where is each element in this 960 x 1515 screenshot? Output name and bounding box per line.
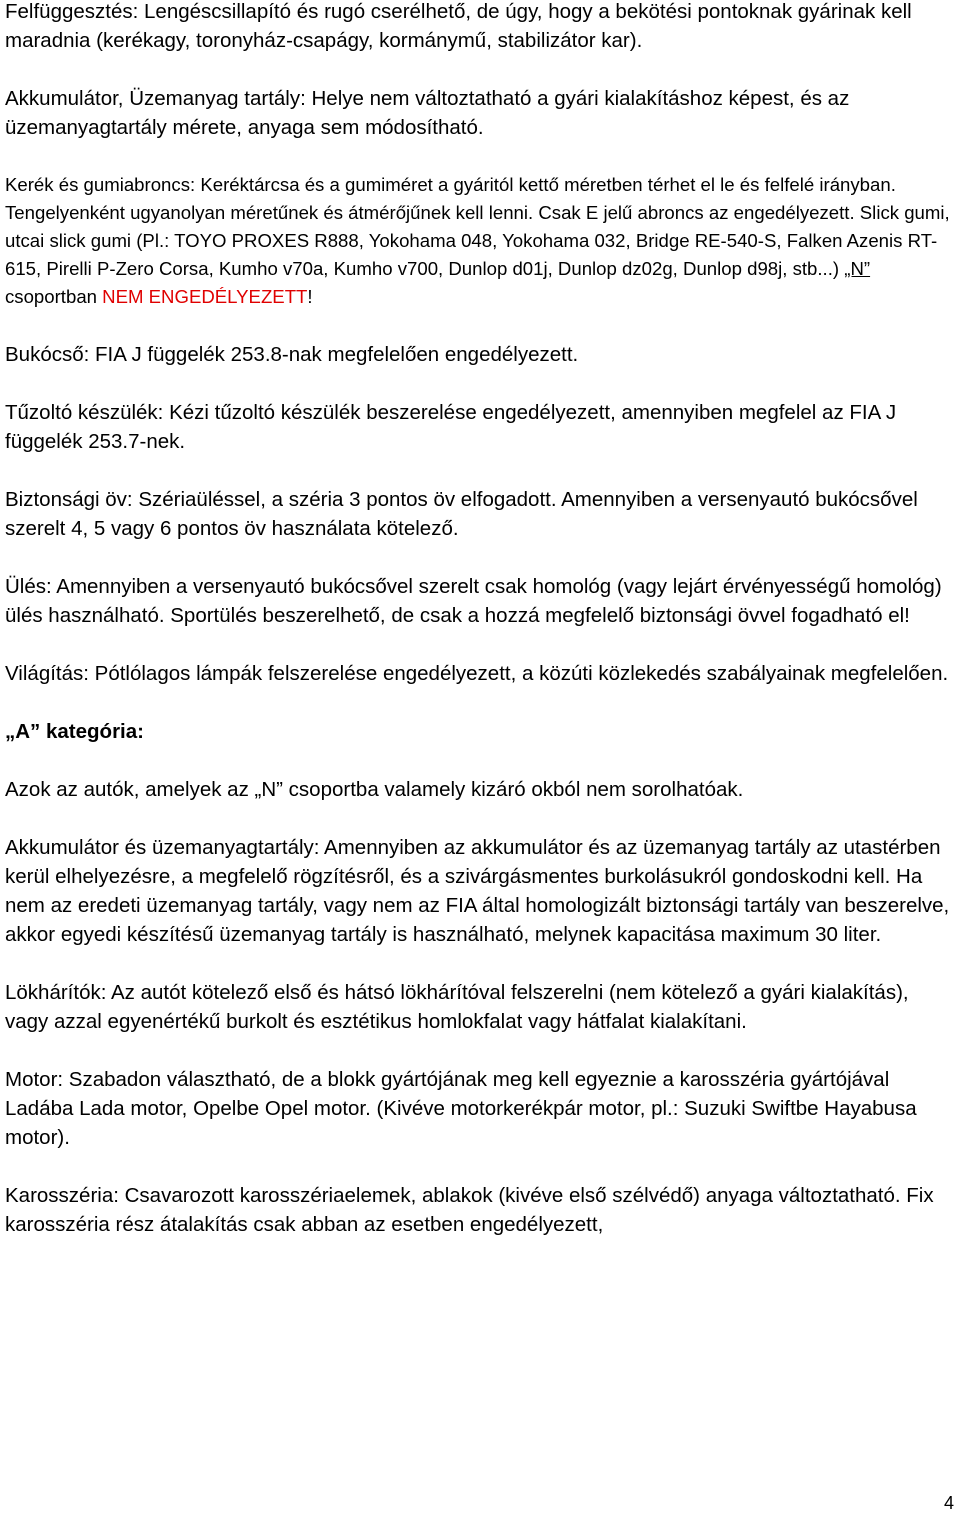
paragraph-seat-belt: Biztonsági öv: Szériaüléssel, a széria 3 pontos öv elfogadott. Amennyiben a versenyautó bukócsővel szerelt 4, 5 vagy 6 pontos öv használata kötelező. xyxy=(5,488,918,540)
paragraph-roll-cage: Bukócső: FIA J függelék 253.8-nak megfelelően engedélyezett. xyxy=(5,343,579,366)
paragraph-battery-fuel-a: Akkumulátor és üzemanyagtartály: Amennyiben az akkumulátor és az üzemanyag tartály az utastérben kerül elhelyezésre, a megfelelő rögzítésről, és a szivárgásmentes burkolásukról gondoskodni kell. Ha nem az eredeti üzemanyag tartály, vagy nem az FIA által homologizált biztonsági tartály van beszerelve, akkor egyedi készítésű üzemanyag tartály is használható, melynek kapacitása maximum 30 liter. xyxy=(5,836,950,946)
wheels-tires-text: Kerék és gumiabroncs: Keréktárcsa és a gumiméret a gyáritól kettő méretben térhet el le és felfelé irányban. Tengelyenként ugyanolyan méretűnek és átmérőjűnek kell lenni. Csak E jelű abroncs az engedélyezett. Slick gumi, utcai slick gumi (Pl.: TOYO PROXES R888, Yokohama 048, Yokohama 032, Bridge RE-540-S, Falken Azenis RT-615, Pirelli P-Zero Corsa, Kumho v70a, Kumho v700, Dunlop d01j, Dunlop dz02g, Dunlop d98j, stb...) xyxy=(5,174,950,279)
paragraph-suspension: Felfüggesztés: Lengéscsillapító és rugó cserélhető, de úgy, hogy a bekötési pontoknak gyárinak kell maradnia (kerékagy, toronyház-csapágy, kormánymű, stabilizátor kar). xyxy=(5,0,912,52)
paragraph-body: Karosszéria: Csavarozott karosszériaelemek, ablakok (kivéve első szélvédő) anyaga változtatható. Fix karosszéria rész átalakítás csak abban az esetben engedélyezett, xyxy=(5,1184,934,1236)
paragraph-engine: Motor: Szabadon választható, de a blokk gyártójának meg kell egyeznie a karosszéria gyártójával Ladába Lada motor, Opelbe Opel motor. (Kivéve motorkerékpár motor, pl.: Suzuki Swiftbe Hayabusa motor). xyxy=(5,1068,917,1149)
paragraph-battery-fuel-tank: Akkumulátor, Üzemanyag tartály: Helye nem változtatható a gyári kialakításhoz képest, és az üzemanyagtartály mérete, anyaga sem módosítható. xyxy=(5,87,850,139)
paragraph-lighting: Világítás: Pótlólagos lámpák felszerelése engedélyezett, a közúti közlekedés szabályainak megfelelően. xyxy=(5,662,949,685)
heading-a-category: „A” kategória: xyxy=(5,720,144,743)
warning-exclamation: ! xyxy=(307,286,313,307)
paragraph-wheels-tires xyxy=(5,171,954,311)
paragraph-a-category-definition: Azok az autók, amelyek az „N” csoportba valamely kizáró okból nem sorolhatóak. xyxy=(5,778,744,801)
paragraph-fire-extinguisher: Tűzoltó készülék: Kézi tűzoltó készülék beszerelése engedélyezett, amennyiben megfelel az FIA J függelék 253.7-nek. xyxy=(5,401,897,453)
not-allowed-warning: NEM ENGEDÉLYEZETT xyxy=(102,286,308,307)
paragraph-seat: Ülés: Amennyiben a versenyautó bukócsővel szerelt csak homológ (vagy lejárt érvényességű homológ) ülés használható. Sportülés beszerelhető, de csak a hozzá megfelelő biztonsági övvel fogadható el! xyxy=(5,575,942,627)
page-number: 4 xyxy=(943,1493,954,1513)
n-group-label: „N” xyxy=(844,258,871,279)
paragraph-bumpers: Lökhárítók: Az autót kötelező első és hátsó lökhárítóval felszerelni (nem kötelező a gyári kialakítás), vagy azzal egyenértékű burkolt és esztétikus homlokfalat vagy hátfalat kialakítani. xyxy=(5,981,909,1033)
group-text: csoportban xyxy=(5,286,103,307)
